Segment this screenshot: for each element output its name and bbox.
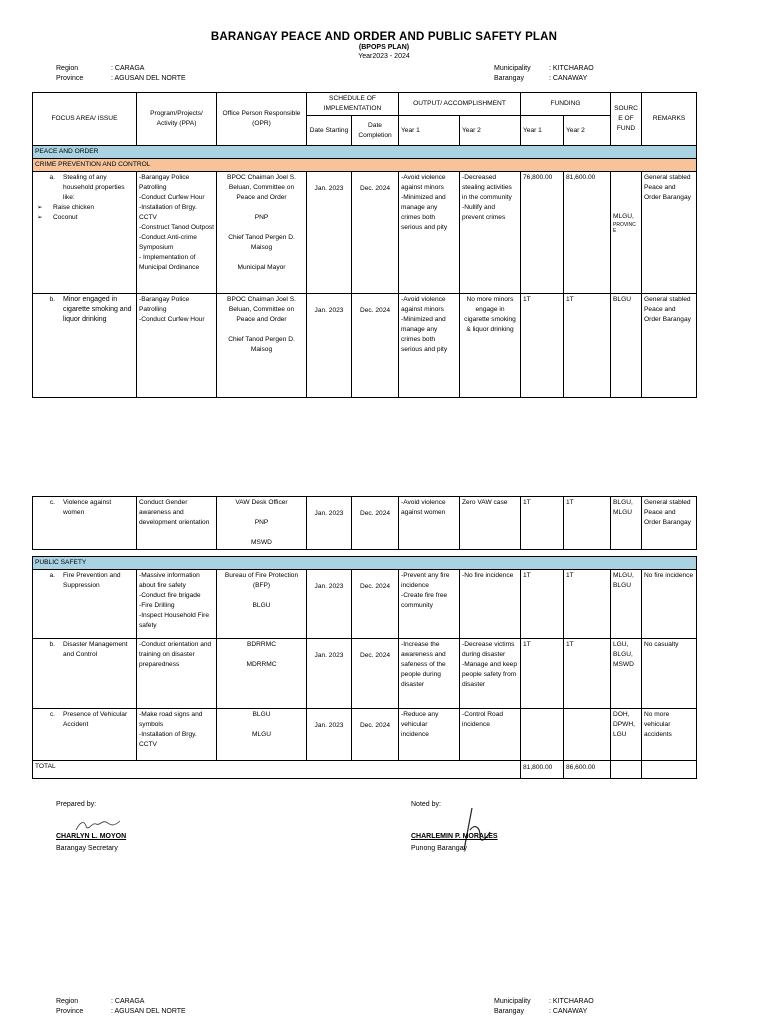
- fund-year2-cell: 1T: [564, 497, 611, 550]
- item-letter: b.: [49, 296, 55, 303]
- fund-year2-cell: 1T: [564, 639, 611, 709]
- col-output-year2-header: Year 2: [460, 116, 521, 146]
- opr-cell: BPOC Chaiman Joel S. Beluan, Committee on Peace and Order Chief Tanod Pergen D. Maisog: [217, 294, 307, 398]
- opr-cell: VAW Desk Officer PNP MSWD: [217, 497, 307, 550]
- footer-right-info: [494, 997, 594, 1017]
- item-letter: b.: [49, 641, 55, 648]
- total-year1: 81,800.00: [521, 761, 564, 779]
- region-value: : CARAGA: [111, 65, 145, 72]
- focus-cell: [33, 639, 137, 709]
- issue-text: Violence against women: [63, 499, 112, 516]
- total-label: TOTAL: [33, 761, 521, 779]
- ppa-cell: Conduct Gender awareness and development orientation: [137, 497, 217, 550]
- end-cell: Dec. 2024: [352, 172, 399, 294]
- total-row: [33, 761, 697, 779]
- output-year2-cell: -Decreased stealing activities in the community -Nullify and prevent crimes: [460, 172, 521, 294]
- col-fund-year2-header: Year 2: [564, 116, 611, 146]
- item-letter: c.: [49, 499, 55, 506]
- barangay-value: : CANAWAY: [549, 1008, 588, 1015]
- col-output-header: OUTPUT/ ACCOMPLISHMENT: [399, 93, 521, 116]
- item-letter: a.: [49, 572, 55, 579]
- issue-bullet: Raise chicken: [53, 204, 95, 211]
- total-remarks-empty: [642, 761, 697, 779]
- item-letter: a.: [49, 174, 55, 181]
- source-cell: DOH, DPWH, LGU: [611, 709, 642, 761]
- municipality-value: : KITCHARAO: [549, 65, 594, 72]
- plan-year: Year2023 - 2024: [358, 53, 410, 60]
- barangay-value: : CANAWAY: [549, 75, 588, 82]
- table-row: [33, 639, 697, 709]
- page-subtitle: (BPOPS PLAN): [358, 44, 410, 51]
- start-cell: Jan. 2023: [307, 294, 352, 398]
- barangay-label: Barangay: [494, 1008, 524, 1015]
- fund-year1-cell: 1T: [521, 294, 564, 398]
- source-cell: MLGU, BLGU: [611, 570, 642, 639]
- output-year1-cell: -Avoid violence against minors -Minimized and manage any crimes both serious and pity: [399, 294, 460, 398]
- focus-cell: [33, 497, 137, 550]
- opr-cell: Bureau of Fire Protection (BFP) BLGU: [217, 570, 307, 639]
- focus-cell: [33, 172, 137, 294]
- source-cell: [611, 172, 642, 294]
- col-output-year1-header: Year 1: [399, 116, 460, 146]
- source-cell: BLGU, MLGU: [611, 497, 642, 550]
- plan-table-part2: [32, 496, 697, 779]
- end-cell: Dec. 2024: [352, 294, 399, 398]
- section-peace-order: PEACE AND ORDER: [33, 146, 697, 159]
- output-year2-cell: Zero VAW case: [460, 497, 521, 550]
- ppa-cell: -Make road signs and symbols -Installation of Brgy. CCTV: [137, 709, 217, 761]
- ppa-cell: -Barangay Police Patrolling -Conduct Curfew Hour: [137, 294, 217, 398]
- header-left-info: [56, 64, 186, 84]
- end-cell: Dec. 2024: [352, 639, 399, 709]
- issue-text: Presence of Vehicular Accident: [63, 711, 128, 728]
- footer-left-info: [56, 997, 186, 1017]
- plan-table-part1: [32, 92, 697, 398]
- table-gap: [33, 550, 697, 557]
- fund-year1-cell: 1T: [521, 570, 564, 639]
- end-cell: Dec. 2024: [352, 570, 399, 639]
- opr-cell: BPOC Chaiman Joel S. Beluan, Committee on Peace and Order PNP Chief Tanod Pergen D. Maisog Municipal Mayor: [217, 172, 307, 294]
- header-right-info: [494, 64, 594, 84]
- noted-by-title: Punong Barangay: [411, 845, 468, 852]
- start-cell: Jan. 2023: [307, 639, 352, 709]
- arrow-bullet-icon: ➢: [37, 204, 43, 211]
- opr-cell: BDRRMC MDRRMC: [217, 639, 307, 709]
- table-row: [33, 709, 697, 761]
- output-year2-cell: -Control Road incidence: [460, 709, 521, 761]
- fund-year2-cell: 81,600.00: [564, 172, 611, 294]
- remarks-cell: General stabled Peace and Order Barangay: [642, 497, 697, 550]
- total-source-empty: [611, 761, 642, 779]
- prepared-by-label: Prepared by:: [56, 801, 97, 808]
- section-crime-prevention: CRIME PREVENTION AND CONTROL: [33, 159, 697, 172]
- col-fund-year1-header: Year 1: [521, 116, 564, 146]
- issue-text: Disaster Management and Control: [63, 641, 128, 658]
- noted-by-label: Noted by:: [411, 801, 441, 808]
- opr-cell: BLGU MLGU: [217, 709, 307, 761]
- col-date-start-header: Date Starting: [307, 116, 352, 146]
- table-row: [33, 294, 697, 398]
- municipality-label: Municipality: [494, 65, 531, 72]
- issue-text: Fire Prevention and Suppression: [63, 572, 121, 589]
- prepared-by-title: Barangay Secretary: [56, 845, 118, 852]
- ppa-cell: -Barangay Police Patrolling -Conduct Curfew Hour -Installation of Brgy. CCTV -Construct Tanod Outpost -Conduct Anti-crime Symposium - Implementation of Municipal Ordinance: [137, 172, 217, 294]
- section-public-safety: PUBLIC SAFETY: [33, 557, 697, 570]
- output-year1-cell: -Increase the awareness and safeness of the people during disaster: [399, 639, 460, 709]
- fund-year1-cell: 76,800.00: [521, 172, 564, 294]
- col-ppa-header: Program/Projects/ Activity (PPA): [137, 93, 217, 146]
- source-small-text: PROVINC E: [613, 222, 636, 234]
- province-label: Province: [56, 75, 84, 82]
- end-cell: Dec. 2024: [352, 497, 399, 550]
- region-label: Region: [56, 65, 79, 72]
- output-year2-cell: -Decrease victims during disaster -Manage and keep people safety from disaster: [460, 639, 521, 709]
- source-cell: BLGU: [611, 294, 642, 398]
- municipality-value: : KITCHARAO: [549, 998, 594, 1005]
- col-funding-header: FUNDING: [521, 93, 611, 116]
- prepared-by-name: CHARLYN L. MOYON: [56, 833, 127, 840]
- remarks-cell: General stabled Peace and Order Barangay: [642, 294, 697, 398]
- start-cell: Jan. 2023: [307, 570, 352, 639]
- output-year1-cell: -Prevent any fire incidence -Create fire free community: [399, 570, 460, 639]
- fund-year2-cell: 1T: [564, 294, 611, 398]
- total-year2: 86,600.00: [564, 761, 611, 779]
- focus-cell: [33, 709, 137, 761]
- start-cell: Jan. 2023: [307, 172, 352, 294]
- table-row: [33, 497, 697, 550]
- table-row: [33, 172, 697, 294]
- issue-text: Stealing of any household properties like:: [63, 174, 125, 201]
- focus-cell: [33, 294, 137, 398]
- col-date-end-header: Date Completion: [352, 116, 399, 146]
- ppa-cell: -Conduct orientation and training on disaster preparedness: [137, 639, 217, 709]
- region-value: : CARAGA: [111, 998, 145, 1005]
- fund-year1-cell: [521, 709, 564, 761]
- issue-text: Minor engaged in cigarette smoking and liquor drinking: [63, 296, 132, 323]
- fund-year1-cell: 1T: [521, 497, 564, 550]
- issue-bullet: Coconut: [53, 214, 78, 221]
- ppa-cell: -Massive information about fire safety -Conduct fire brigade -Fire Drilling -Inspect Household Fire safety: [137, 570, 217, 639]
- output-year1-cell: -Avoid violence against women: [399, 497, 460, 550]
- barangay-label: Barangay: [494, 75, 524, 82]
- col-opr-header: Office Person Responsible (OPR): [217, 93, 307, 146]
- remarks-cell: No casualty: [642, 639, 697, 709]
- province-value: : AGUSAN DEL NORTE: [111, 75, 186, 82]
- end-cell: Dec. 2024: [352, 709, 399, 761]
- noted-by-name: CHARLEMIN P. MORALES: [411, 833, 498, 840]
- col-schedule-header: SCHEDULE OF IMPLEMENTATION: [307, 93, 399, 116]
- remarks-cell: No more vehicular accidents: [642, 709, 697, 761]
- source-text: MLGU,: [613, 213, 634, 220]
- source-cell: LGU, BLGU, MSWD: [611, 639, 642, 709]
- col-remarks-header: REMARKS: [642, 93, 697, 146]
- region-label: Region: [56, 998, 79, 1005]
- remarks-cell: No fire incidence: [642, 570, 697, 639]
- item-letter: c.: [49, 711, 55, 718]
- start-cell: Jan. 2023: [307, 709, 352, 761]
- fund-year2-cell: [564, 709, 611, 761]
- fund-year1-cell: 1T: [521, 639, 564, 709]
- remarks-cell: General stabled Peace and Order Barangay: [642, 172, 697, 294]
- output-year1-cell: -Avoid violence against minors -Minimized and manage any crimes both serious and pity: [399, 172, 460, 294]
- arrow-bullet-icon: ➢: [37, 214, 43, 221]
- output-year2-cell: No more minors engage in cigarette smoking & liquor drinking: [460, 294, 521, 398]
- province-value: : AGUSAN DEL NORTE: [111, 1008, 186, 1015]
- table-row: [33, 570, 697, 639]
- page-title: BARANGAY PEACE AND ORDER AND PUBLIC SAFETY PLAN: [210, 31, 558, 43]
- start-cell: Jan. 2023: [307, 497, 352, 550]
- output-year2-cell: -No fire incidence: [460, 570, 521, 639]
- col-source-header: SOURC E OF FUND: [611, 93, 642, 146]
- output-year1-cell: -Reduce any vehicular incidence: [399, 709, 460, 761]
- fund-year2-cell: 1T: [564, 570, 611, 639]
- col-focus-header: FOCUS AREA/ ISSUE: [33, 93, 137, 146]
- municipality-label: Municipality: [494, 998, 531, 1005]
- focus-cell: [33, 570, 137, 639]
- province-label: Province: [56, 1008, 84, 1015]
